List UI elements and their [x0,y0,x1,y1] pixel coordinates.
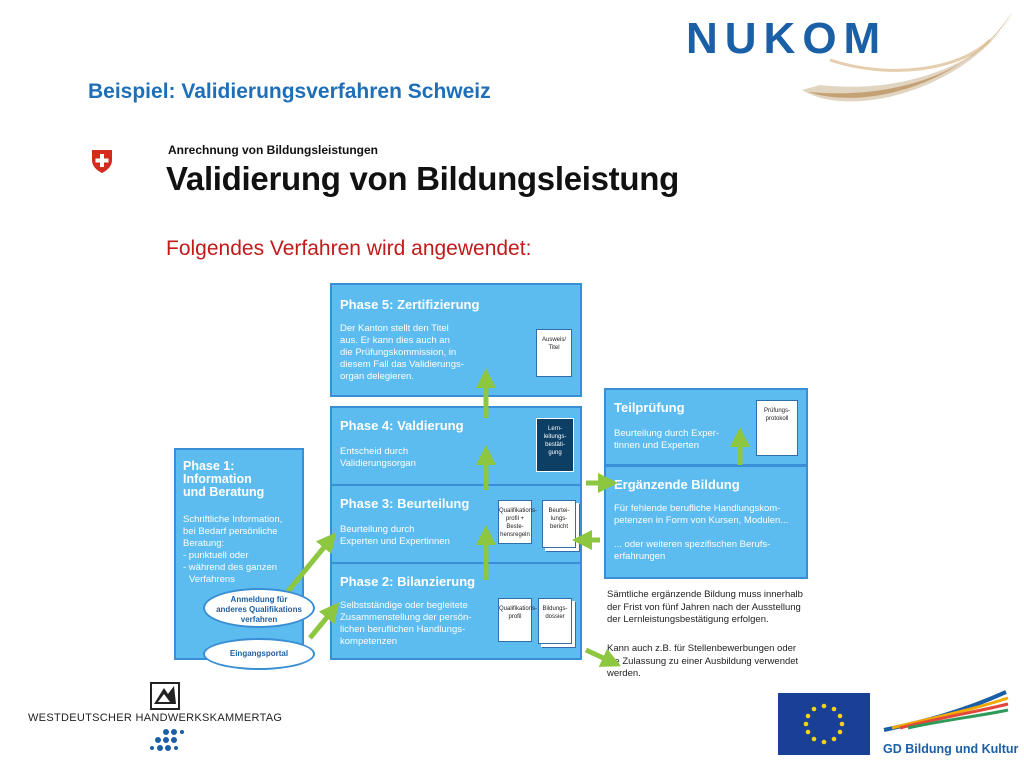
doc-line: profil + Beste- [505,516,525,530]
doc-line: lungs- [550,516,568,522]
phase1-text-line: Schriftliche Information, [183,514,283,525]
doc-line: Bildungs- [542,606,568,612]
note-line: Sämtliche ergänzende Bildung muss innerhalb [607,589,803,600]
doc-line: leitungs- [543,434,567,440]
phase1-text-line: - punktuell oder [183,550,249,561]
phase5-text-line: die Prüfungskommission, in [340,347,457,358]
ergaenzend-text-line: ... oder weiteren spezifischen Berufs- [614,539,771,550]
phase5-text-line: aus. Er kann dies auch an [340,335,450,346]
phase4-text-line: Entscheid durch [340,446,409,457]
doc-title: Validierung von Bildungsleistung [166,160,679,197]
phase2-text-line: Selbstständige oder begleitete [340,600,468,611]
doc-line: protokoll [765,416,789,422]
phase4-title: Phase 4: Valdierung [340,418,464,433]
phase1-text-line: Beratung: [183,538,225,549]
doc-line: gung [548,450,562,456]
doc-line: bestäti- [545,442,565,448]
doc-line: Lern- [547,426,562,432]
doc-line: profil [508,614,522,620]
gd-bildung-label: GD Bildung und Kultur [883,742,1019,756]
note-line: der Lernleistungsbestätigung erfolgen. [607,614,769,625]
phase3-text-line: Experten und Expertinnen [340,536,450,547]
phase2-text-line: lichen beruflichen Handlungs- [340,624,466,635]
phase1-title-line: Phase 1: [183,459,235,473]
ergaenzend-text-line: Für fehlende berufliche Handlungskom- [614,503,781,514]
phase2-title: Phase 2: Bilanzierung [340,574,476,589]
doc-line: Ausweis/ [541,337,566,343]
doc-line: Prüfungs- [763,408,790,414]
phase5-title: Phase 5: Zertifizierung [340,297,480,312]
phase1-text-line: bei Bedarf persönliche [183,526,278,537]
phase4-text-line: Validierungsorgan [340,458,416,469]
phase2-text-line: Zusammenstellung der persön- [340,612,472,623]
anmeldung-oval [203,588,315,628]
anmeldung-line: anderes Qualifikations [216,605,302,614]
doc-line: bericht [549,524,568,530]
slide-title: Beispiel: Validierungsverfahren Schweiz [88,80,491,103]
phase1-title-line: Information [183,472,252,486]
doc-subtitle: Folgendes Verfahren wird angewendet: [166,237,532,260]
ergaenzend-title: Ergänzende Bildung [614,477,740,492]
ergaenzend-text-line: petenzen in Form von Kursen, Modulen... [614,515,789,526]
doc-line: Beurtei- [548,508,570,514]
phase5-text-line: organ delegieren. [340,371,414,382]
phase3-text-line: Beurteilung durch [340,524,415,535]
hwk-name: WESTDEUTSCHER HANDWERKSKAMMERTAG [28,712,283,724]
doc-kicker: Anrechnung von Bildungsleistungen [168,143,378,157]
note-line: werden. [607,668,641,679]
phase2-text-line: kompetenzen [340,636,398,647]
teilpruefung-text-line: Beurteilung durch Exper- [614,428,720,439]
phase1-text-line: - während des ganzen [183,562,278,573]
anmeldung-line: verfahren [240,615,278,624]
note-line: die Zulassung zu einer Ausbildung verwendet [607,655,799,667]
teilpruefung-text-line: tinnen und Experten [614,440,700,451]
phase3-title: Phase 3: Beurteilung [340,496,470,511]
doc-line: Qualifikations- [499,508,538,514]
teilpruefung-title: Teilprüfung [614,400,685,415]
phase1-title-line: und Beratung [183,485,265,499]
anmeldung-line: Anmeldung für [230,595,288,604]
doc-line: hensregeln [500,532,530,538]
nukom-logo-text: NUKOM [686,14,888,63]
phase5-text-line: diesem Fall das Validierungs- [340,359,464,370]
eingangsportal-label: Eingangsportal [229,649,289,658]
phase5-text-line: Der Kanton stellt den Titel [340,323,449,334]
note-line: Kann auch z.B. für Stellenbewerbungen oder [607,643,797,654]
eingangsportal-oval [203,638,315,670]
phase1-text-line: Verfahrens [189,574,235,585]
note-line: der Frist von fünf Jahren nach der Ausstellung [607,601,801,613]
doc-line: dossier [545,614,565,620]
ergaenzend-text-line: erfahrungen [614,551,666,562]
doc-line: Qualifikations- [499,606,538,612]
doc-line: Titel [548,345,560,351]
